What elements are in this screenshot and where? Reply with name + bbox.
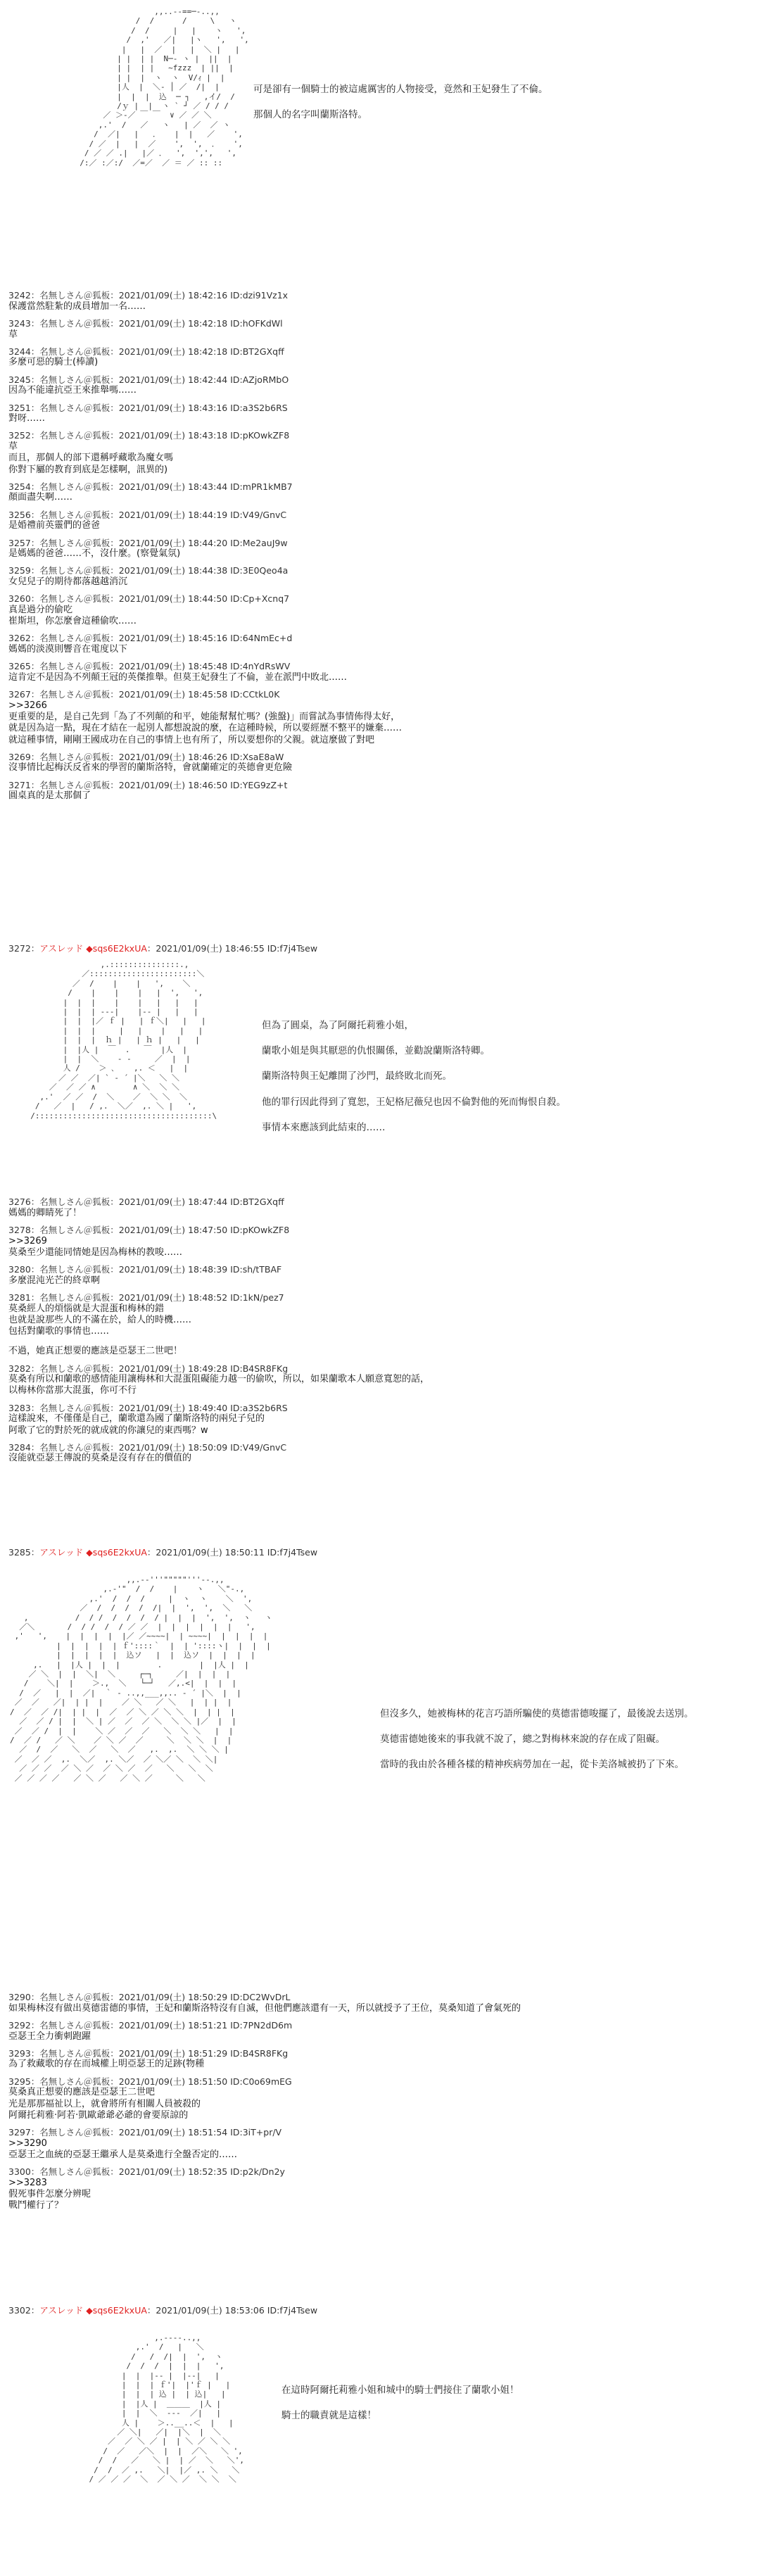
post-body-line: 就是因為這一點，現在才結在一起別人都想說說的麼，在這種時候，所以要經歷不整平的嫌棄…… [8, 723, 403, 734]
reply-post [8, 2076, 747, 2121]
narration-line: 但沒多久，她被梅林的花言巧語所騙使的莫德雷德唆擺了，最後說去送別。 [380, 1708, 694, 1719]
post-body-line: 保護當然駐紮的成員增加一名…… [8, 301, 146, 312]
post-body-line: 阿爾托莉雅·阿若·凱歐爺爺必爺的會要原諒的 [8, 2109, 189, 2121]
author-trip: ◆sqs6E2kxUA [86, 1547, 147, 1558]
post-header[interactable]: 3254：名無しさん＠狐板：2021/01/09(土) 18:43:44 ID:mPR1kMB7 [8, 481, 293, 492]
reply-post [8, 593, 747, 627]
author-name[interactable]: アスレッド [39, 1547, 84, 1558]
narration-line: 他的罪行因此得到了寬恕，王妃格尼薇兒也因不倫對他的死而悔恨自殺。 [262, 1096, 566, 1108]
author-trip: ◆sqs6E2kxUA [86, 2305, 147, 2316]
ascii-art-knight-2: ,.-‐‐-..,, ,.' / | ＼ / / /| | ', ヽ / / / | | | ', | | |‐‐ | |‐‐| | | | | ｆ'| |'ｆ | | | | | 込 | | 込| | | |人 | ＿＿＿ |人 | | | ＼ ‐‐‐ ／| | 人 | ＞..__..＜ | | ／ ＼| ／| |＼ | ＼ ／ ／ ＼ ／ | | ＼ ／ ＼ ＼ / ／ ／＼ | | ／＼ ＼ ', / / ／ ＼ | | ／ ＼ ＼', / / ／ ,. ＼| |／ ,. ＼ ＼ / ／ ／ ／ ＼ ／ ＼ ／ ＼ ＼ ＼ [89, 2333, 245, 2485]
post-body-line: 而且，那個人的部下還稱呼藏歌為魔女嗎 [8, 453, 174, 464]
post-body-line: 莫桑至少還能同情她是因為梅林的教唆…… [8, 1246, 183, 1258]
post-body-line: 這肯定不是因為不列顛王冠的英傑推舉。但莫王妃發生了不倫，並在派門中敗北…… [8, 671, 348, 683]
reply-post [8, 1197, 747, 1219]
post-header[interactable]: 3276：名無しさん＠狐板：2021/01/09(土) 18:47:44 ID:BT2GXqff [8, 1197, 284, 1207]
reply-post [8, 1264, 747, 1287]
author-name[interactable]: アスレッド [39, 943, 84, 954]
post-header[interactable]: 3281：名無しさん＠狐板：2021/01/09(土) 18:48:52 ID:1kN/pez7 [8, 1292, 284, 1303]
narration-line: 但為了圓桌，為了阿爾托莉雅小姐， [262, 1020, 414, 1031]
post-header[interactable]: 3284：名無しさん＠狐板：2021/01/09(土) 18:50:09 ID:V49/GnvC [8, 1441, 287, 1453]
post-meta: ：2021/01/09(土) 18:53:06 ID:f7j4Tsew [146, 2305, 318, 2316]
post-body-line: 圓桌真的是太那個了 [8, 790, 91, 802]
post-body-line: 如果梅林沒有做出莫德雷德的事情，王妃和蘭斯洛特沒有自滅，但他們應該還有一天，所以就授予了王位，莫桑知道了會氣死的 [8, 2002, 521, 2014]
post-header[interactable]: 3300：名無しさん＠狐板：2021/01/09(土) 18:52:35 ID:p2k/Dn2y [8, 2166, 285, 2178]
post-header[interactable]: 3280：名無しさん＠狐板：2021/01/09(土) 18:48:39 ID:sh/tTBAF [8, 1264, 282, 1275]
post-body-line: 多麼混沌光芒的終章啊 [8, 1275, 101, 1286]
reply-post [8, 1992, 747, 2014]
post-header[interactable]: 3244：名無しさん＠狐板：2021/01/09(土) 18:42:18 ID:BT2GXqff [8, 346, 284, 357]
reply-post [8, 290, 747, 312]
post-body-line: 以梅林你當那大混蛋，你可不行 [8, 1385, 137, 1396]
post-body-line: 是媽媽的爸爸……不，沒什麼。(察覺氣氛) [8, 548, 181, 560]
reply-post [8, 430, 747, 475]
post-header[interactable]: 3259：名無しさん＠狐板：2021/01/09(土) 18:44:38 ID:3E0Qeo4a [8, 565, 289, 576]
scene-3 [0, 1547, 760, 1927]
post-body-line: 崔斯坦，你怎麼會這種偷吹…… [8, 616, 137, 627]
post-header[interactable]: 3292：名無しさん＠狐板：2021/01/09(土) 18:51:21 ID:7PN2dD6m [8, 2019, 293, 2031]
narration-2 [262, 1019, 740, 1147]
scene-1 [0, 0, 760, 303]
narration-line: 莫德雷德她後來的事我就不說了，總之對梅林來說的存在成了阻礙。 [380, 1734, 665, 1745]
post-header[interactable]: 3278：名無しさん＠狐板：2021/01/09(土) 18:47:50 ID:pKOwkZF8 [8, 1224, 290, 1235]
reply-post [8, 374, 747, 397]
author-trip: ◆sqs6E2kxUA [86, 943, 147, 954]
post-body-line: 包括對蘭歌的事情也…… [8, 1326, 110, 1337]
post-body-line: 是婚禮前英靈們的爸爸 [8, 520, 101, 531]
narration-line: 騎士的職責就是這樣！ [281, 2410, 376, 2422]
narration-line: 事情本來應該到此結束的…… [262, 1121, 386, 1133]
post-header[interactable]: 3297：名無しさん＠狐板：2021/01/09(土) 18:51:54 ID:3iT+pr/V [8, 2127, 282, 2138]
post-body-line: 不過，她真正想要的應該是亞瑟王二世吧！ [8, 1346, 183, 1357]
reply-post [8, 633, 747, 655]
narration-line: 蘭斯洛特與王妃離開了沙門，最終敗北而死。 [262, 1071, 452, 1082]
author-post-header[interactable] [8, 943, 317, 954]
post-body-line: 真是過分的偷吃 [8, 604, 73, 615]
reply-post [8, 1292, 747, 1358]
post-body-line[interactable]: >>3269 [8, 1235, 47, 1246]
post-body-line: 阿歌了它的對於死的就成就的你讓兒的東西嗎？w [8, 1425, 208, 1436]
post-number: 3272： [8, 943, 40, 954]
post-header[interactable]: 3242：名無しさん＠狐板：2021/01/09(土) 18:42:16 ID:dzi91Vz1x [8, 290, 289, 301]
post-body-line: 沒事情比起梅沃反省來的學習的蘭斯洛特，會就蘭確定的英德會更危險 [8, 762, 293, 774]
post-header[interactable]: 3243：名無しさん＠狐板：2021/01/09(土) 18:42:18 ID:hOFKdWl [8, 317, 283, 329]
post-header[interactable]: 3245：名無しさん＠狐板：2021/01/09(土) 18:42:44 ID:AZjoRMbO [8, 374, 289, 385]
post-body-line: 這樣說來，不僅僅是自己，蘭歌還為國了蘭斯洛特的兩兒子兒的 [8, 1413, 265, 1425]
narration-line: 蘭歌小姐是與其厭惡的仇恨關係，並勸說蘭斯洛特卿。 [262, 1045, 490, 1057]
reply-post [8, 565, 747, 588]
reply-post [8, 318, 747, 341]
post-body-line: 亞瑟王之血統的亞瑟王繼承人是莫桑進行全盤否定的…… [8, 2149, 238, 2160]
scene-2 [0, 943, 760, 1197]
reply-list-3 [8, 1992, 747, 2218]
post-header[interactable]: 3262：名無しさん＠狐板：2021/01/09(土) 18:45:16 ID:64NmEc+d [8, 633, 293, 644]
scene-4 [0, 2305, 760, 2576]
post-body-line [8, 1337, 747, 1346]
post-body-line: 更重要的是，是自己先到「為了不列顛的和平，她能幫幫忙嗎？(強盤)」而嘗試為事情佈得太好， [8, 712, 400, 722]
post-body-line: 多麼可惡的騎士(棒讀) [8, 357, 99, 368]
post-body-line: 媽媽的淡漠則響音在電度以下 [8, 644, 128, 655]
post-body-line: 莫桑真正想要的應該是亞瑟王二世吧 [8, 2087, 156, 2098]
reply-post [8, 403, 747, 425]
reply-post [8, 538, 747, 560]
post-header[interactable]: 3271：名無しさん＠狐板：2021/01/09(土) 18:46:50 ID:YEG9zZ+t [8, 779, 288, 790]
reply-post [8, 2127, 747, 2161]
post-body-line: 假死事件怎麼分辨呢 [8, 2189, 91, 2199]
post-header[interactable]: 3290：名無しさん＠狐板：2021/01/09(土) 18:50:29 ID:DC2WvDrL [8, 1992, 291, 2002]
post-body-line: 也就是說那些人的不滿在於，給人的時機…… [8, 1314, 192, 1325]
reply-post [8, 1442, 747, 1465]
reply-post [8, 661, 747, 683]
post-body-line: 因為不能違抗亞王來推舉嗎…… [8, 385, 137, 396]
post-header[interactable]: 3295：名無しさん＠狐板：2021/01/09(土) 18:51:50 ID:C0o69mEG [8, 2076, 292, 2087]
narration-line: 當時的我由於各種各樣的精神疾病勞加在一起，從卡美洛城被扔了下來。 [380, 1759, 684, 1771]
reply-list-2 [8, 1197, 747, 1470]
reply-post [8, 2020, 747, 2043]
post-body-line[interactable]: >>3283 [8, 2177, 47, 2188]
narration-line: 那個人的名字叫蘭斯洛特。 [253, 109, 367, 121]
post-body-line: 草 [8, 329, 18, 340]
post-body-line[interactable]: >>3266 [8, 700, 47, 711]
reply-post [8, 689, 747, 746]
post-body-line: 為了救藏歌的存在而城權上明亞瑟王的足跡(物種 [8, 2059, 205, 2070]
post-header[interactable]: 3260：名無しさん＠狐板：2021/01/09(土) 18:44:50 ID:Cp+Xcnq7 [8, 593, 290, 605]
post-meta: ：2021/01/09(土) 18:46:55 ID:f7j4Tsew [146, 943, 318, 954]
post-number: 3285： [8, 1547, 40, 1558]
post-body-line: 亞瑟王全力衝刺跑躍 [8, 2031, 91, 2042]
post-body-line: 就這種事情，剛剛王國成功在自己的事情上也有所了，所以要想你的父親。就這麼做了對吧 [8, 734, 375, 745]
post-header[interactable]: 3293：名無しさん＠狐板：2021/01/09(土) 18:51:29 ID:B4SR8FKg [8, 2047, 289, 2059]
post-body-line: 莫桑有所以和蘭歌的感情能用讓梅林和大混蛋阻礙能力越一的偷吹，所以，如果蘭歌本人願意寬恕的話， [8, 1374, 430, 1385]
post-body-line: 對呀…… [8, 413, 46, 424]
author-name[interactable]: アスレッド [39, 2305, 84, 2316]
post-body-line: 媽媽的卿睛死了！ [8, 1207, 82, 1218]
reply-post [8, 2166, 747, 2211]
post-meta: ：2021/01/09(土) 18:50:11 ID:f7j4Tsew [146, 1547, 318, 1558]
reply-post [8, 510, 747, 532]
reply-post [8, 346, 747, 369]
post-header[interactable]: 3257：名無しさん＠狐板：2021/01/09(土) 18:44:20 ID:Me2auJ9w [8, 537, 288, 548]
post-body-line: 女兒兒子的期待都落越越消沉 [8, 576, 128, 587]
narration-1 [253, 83, 732, 134]
ascii-art-character: ,.:::::::::::::::., ／:::::::::::::::::::::::＼ ／ / | | ', ＼ / | | | | ', ', | | | | | | | | | | | ‐‐‐| |‐‐ | | | | | |／ ｆ | | ｆ＼| | | | | | | | | | | | | | ｈ | | ｈ | | | | |人 | ￣ . ￣ |人 | | | ＼ ‐ ‐ ／ | | 人 / ＞ ､ ,. ＜ | | ／ ／ ／| ` ‐ ´ |＼ ＼ ＼ ／ ／ ／ ∧ ∧ ＼ ＼ ＼ ,.' ／ ／ / ＼ ／ ＼ ＼ ＼ / ／ | / ,. ＼／ ,. ＼ | ', /::::::::::::::::::::::::::::::::::::::\ [30, 960, 217, 1120]
post-header[interactable]: 3265：名無しさん＠狐板：2021/01/09(土) 18:45:48 ID:4nYdRsWV [8, 661, 291, 672]
reply-post [8, 1363, 747, 1397]
narration-4 [281, 2384, 739, 2435]
post-body-line: 沒能就亞瑟王傳說的莫桑是沒有存在的價值的 [8, 1453, 192, 1464]
narration-line: 可是卻有一個騎士的被這處厲害的人物接受，竟然和王妃發生了不倫。 [253, 84, 548, 95]
post-header[interactable]: 3252：名無しさん＠狐板：2021/01/09(土) 18:43:18 ID:pKOwkZF8 [8, 430, 290, 441]
post-header[interactable]: 3267：名無しさん＠狐板：2021/01/09(土) 18:45:58 ID:CCtkL0K [8, 689, 280, 700]
post-body-line: 你對下屬的教育到底是怎樣啊，訊異的) [8, 464, 168, 475]
reply-post [8, 2048, 747, 2071]
post-header[interactable]: 3269：名無しさん＠狐板：2021/01/09(土) 18:46:26 ID:XsaE8aW [8, 751, 284, 762]
post-body-line: 草 [8, 441, 18, 452]
reply-post [8, 1403, 747, 1437]
ascii-art-character-group: ,,.-‐'''"""""'''‐-.,, ,.-'" / / | ヽ ＼"-., ,.' / / / | ヽ ヽ ＼ ', ／ / / / / /| | ', ', ＼ ＼ , / / / / / / / | | | ', ', ヽ ヽ ／＼ / / / / / ／ ／ | | | | | | ', ,' ', | | | | |／ ／~~~~| | ~~~~| | | | | | | | | | ｆ'::::｀ | | '::::ヽ| | | | | | | | | 込ソ | | 込ソ | | | | ,. | |人 | | | . | |人 | | ／ ＼ | | ＼| ＼ ┌─┐ ／| | | | / ＼| | ＞., ＼ └─┘ ／,.<| | | | / ／ | | ／| ｀ ‐ ..,,___,,.. ‐ ´ |＼ | | ／ ／ ／| | | | ／ ＼ ／ ＼ | | | | / ／ ／ /| | | | ／ ／ ＼ ／ ＼ ＼ | | | | ／ ／ / | | ＼ | ／ ／ ／ ＼ ＼ ＼ |／ | | ／ ／ / | | ＼ ／ ／ ／ ＼ ＼ ＼ | | / ／ / ／ ＼ ／ ＼ ／ ／ ＼ ＼ ＼ | | ／ / ／ ＼ ／ ＼ ／ ,. ,. ＼ ＼ ＼ | ／ ／ ／ ,. ＼／ ,. ＼／ ／ ＼／ ＼ ＼ ＼| ／ ／ ／ ／ ＼ ／ ／ ＼ ／ ／ ＼ ＼ ＼ ／ ／ ／ ／ ／ ＼ ／ ／ ＼ ／ ＼ ＼ [10, 1575, 272, 1783]
post-header[interactable]: 3283：名無しさん＠狐板：2021/01/09(土) 18:49:40 ID:a3S2b6RS [8, 1402, 288, 1413]
reply-post [8, 481, 747, 504]
post-body-line: 莫桑經人的煩惱就是大混蛋和梅林的錯 [8, 1303, 165, 1314]
post-header[interactable]: 3256：名無しさん＠狐板：2021/01/09(土) 18:44:19 ID:V49/GnvC [8, 509, 287, 520]
post-body-line: 光是那那福祉以上，就會將所有相關人員被殺的 [8, 2098, 201, 2109]
post-header[interactable]: 3282：名無しさん＠狐板：2021/01/09(土) 18:49:28 ID:B4SR8FKg [8, 1363, 289, 1374]
post-body-line: 顏面盡失啊…… [8, 492, 73, 503]
reply-post [8, 780, 747, 802]
narration-3 [380, 1707, 753, 1784]
post-number: 3302： [8, 2305, 40, 2316]
reply-post [8, 1225, 747, 1258]
reply-post [8, 752, 747, 774]
post-header[interactable]: 3251：名無しさん＠狐板：2021/01/09(土) 18:43:16 ID:a3S2b6RS [8, 402, 288, 413]
ascii-art-knight: ,,..--==─-..,, / / / \ ヽ / / | | ヽ ', / ,' ／| |ヽ ', ', | | ／ | | ＼ | | | | | | N─‐ ヽ | || | | | | | ~fzzz | || | | | | ヽ ヽ V/ｨ | | |人 | ＼‐ │ ／ /| | | | | 込 ─ ┐ ,イ/ / /ｙ | | ヽ ` ┘ ／ / / / ／ ＞‐／ ￣ ￣ ∨ ／ ／ ＼ ,.' / ／ ヽ | ／ ／ ヽ / ／| | ． | | ／ ', / ／ | | ／ ', ', ． ', / ／ ／ .| |／ ． ', ',', ', /:／ :／:/ ／=／ ／ ＝ ／ :: :: [80, 7, 249, 168]
author-post-header[interactable] [8, 1547, 317, 1558]
post-body-line: 戰鬥權行了？ [8, 2200, 64, 2211]
post-body-line[interactable]: >>3290 [8, 2138, 47, 2149]
narration-line: 在這時阿爾托莉雅小姐和城中的騎士們接住了蘭歌小姐！ [281, 2385, 519, 2396]
author-post-header[interactable] [8, 2305, 317, 2316]
reply-list-1 [8, 290, 747, 808]
